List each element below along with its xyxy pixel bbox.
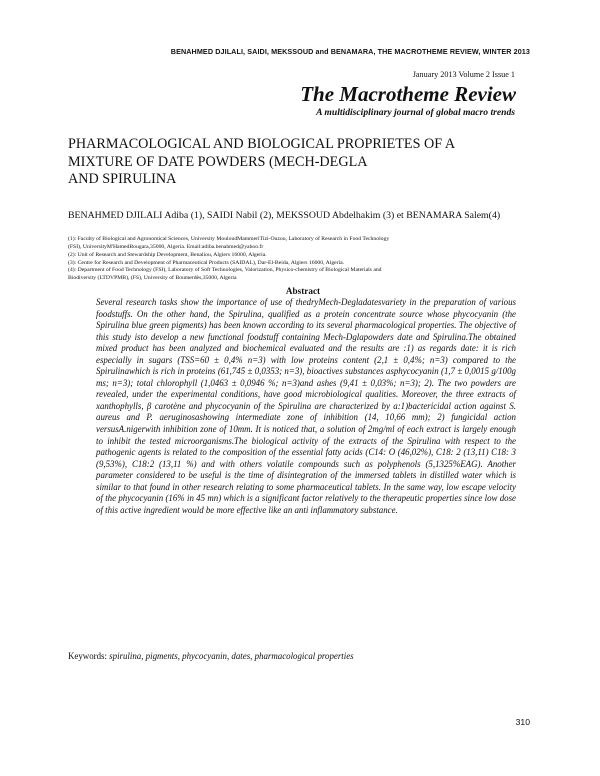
affiliation-line: (1): Faculty of Biological and Agronomical Sciences, University MouloudMammeriTizi-Ouzou, Laboratory of Research in Food Technology <box>68 236 390 242</box>
journal-issue: January 2013 Volume 2 Issue 1 <box>412 70 515 79</box>
author-list: BENAHMED DJILALI Adiba (1), SAIDI Nabil (2), MEKSSOUD Abdelhakim (3) et BENAMARA Salem(4) <box>68 210 501 221</box>
abstract-heading: Abstract <box>285 286 321 296</box>
article-title <box>68 136 538 189</box>
affiliations <box>68 236 538 283</box>
page-number: 310 <box>515 717 530 727</box>
journal-title: The Macrotheme Review <box>300 82 516 106</box>
affiliation-line: (FSI), UniversityM'HamedBougara,35000, Algeria. Email:adiba.benahmed@yahoo.fr <box>68 243 264 250</box>
running-head: BENAHMED DJILALI, SAIDI, MEKSSOUD and BENAMARA, THE MACROTHEME REVIEW, WINTER 2013 <box>170 47 530 56</box>
keywords-label: Keywords: <box>68 651 107 661</box>
article-title-line: AND SPIRULINA <box>68 171 177 188</box>
affiliation-line: (3): Centre for Research and Development of Pharmaceutical Products (SAIDAL), Dar-El-Beida, Algiers 16000, Algeria. <box>68 259 345 266</box>
keywords <box>68 651 538 661</box>
affiliation-line: (2): Unit of Research and Stewardship Development, Benaliou, Algiers 16000, Algeria. <box>68 251 267 258</box>
journal-subtitle: A multidisciplinary journal of global macro trends <box>316 107 515 118</box>
article-title-line: MIXTURE OF DATE POWDERS (MECH-DEGLA <box>68 153 368 170</box>
affiliation-line: (4): Department of Food Technology (FSI), Laboratory of Soft Technologies, Valorization, Physico-chemistry of Biological Materials and <box>68 267 382 274</box>
keywords-values: spirulina, pigments, phycocyanin, dates, pharmacological properties <box>109 651 354 661</box>
abstract-body: Several research tasks show the importance of use of thedryMech-Degladatesvariety in the preparation of various foodstuffs. On the other hand, the Spirulina, qualified as a protein concentrate source whose phycocyanin (the Spirulina blue green pigments) has been known according to its several pharmacological properties. The objective of this study isto develop a new functional foodstuff containing Mech-Dglapowders date and Spirulina.The obtained mixed product has been analyzed and biochemical evaluated and the results are :1) as regards date: it is rich especially in sugars (TSS=60 ± 0,4% n=3) with low proteins content (2,1 ± 0,4%; n=3) compared to the Spirulinawhich is rich in proteins (61,745 ± 0,0353; n=3), bioactives substances asphycocyanin (1,7 ± 0,0015 g/100g ms; n=3); total chlorophyll (1,0463 ± 0,0946 %; n=3)and ashes (9,41 ± 0,03%; n=3); 2). The two powders are revealed, under the experimental conditions, have good microbiological qualities. Moreover, the three extracts of xanthophylls, β carotène and phycocyanin of the Spirulina are characterized by a:1)bactericidal action against S. aureus and P. aeruginosashowing intermediate zone of inhibition (14, 10,66 mm); 2) fungicidal action versusA.nigerwith inhibition zone of 10mm. It is noticed that, a solution of 2mg/ml of each extract is largely enough to inhibit the tested microorganisms.The biological activity of the extracts of the Spirulina with respect to the pathogenic agents is related to the composition of the essential fatty acids (C14: O (46,02%), C18: 2 (13,11) C18: 3 (9,53%), C18:2 (13,11 %) and with others volatile compounds such as polyphenols (5,1325%EAG). Another parameter considered to be useful is the time of disintegration of the immersed tablets in distilled water which is similar to that found in other research relating to some pharmaceutical tablets. In the same way, low escape velocity of the phycocyanin (16% in 45 mn) which is a significant factor relatively to the therapeutic properties since low dose of this active ingredient would be more effective like an anti inflammatory substance. <box>96 297 516 515</box>
article-title-line: PHARMACOLOGICAL AND BIOLOGICAL PROPRIETES OF A <box>68 136 456 152</box>
affiliation-line: Biodiversity (LTDVPMB), (FS), University of Boumerdès,35000, Algeria <box>68 275 237 282</box>
